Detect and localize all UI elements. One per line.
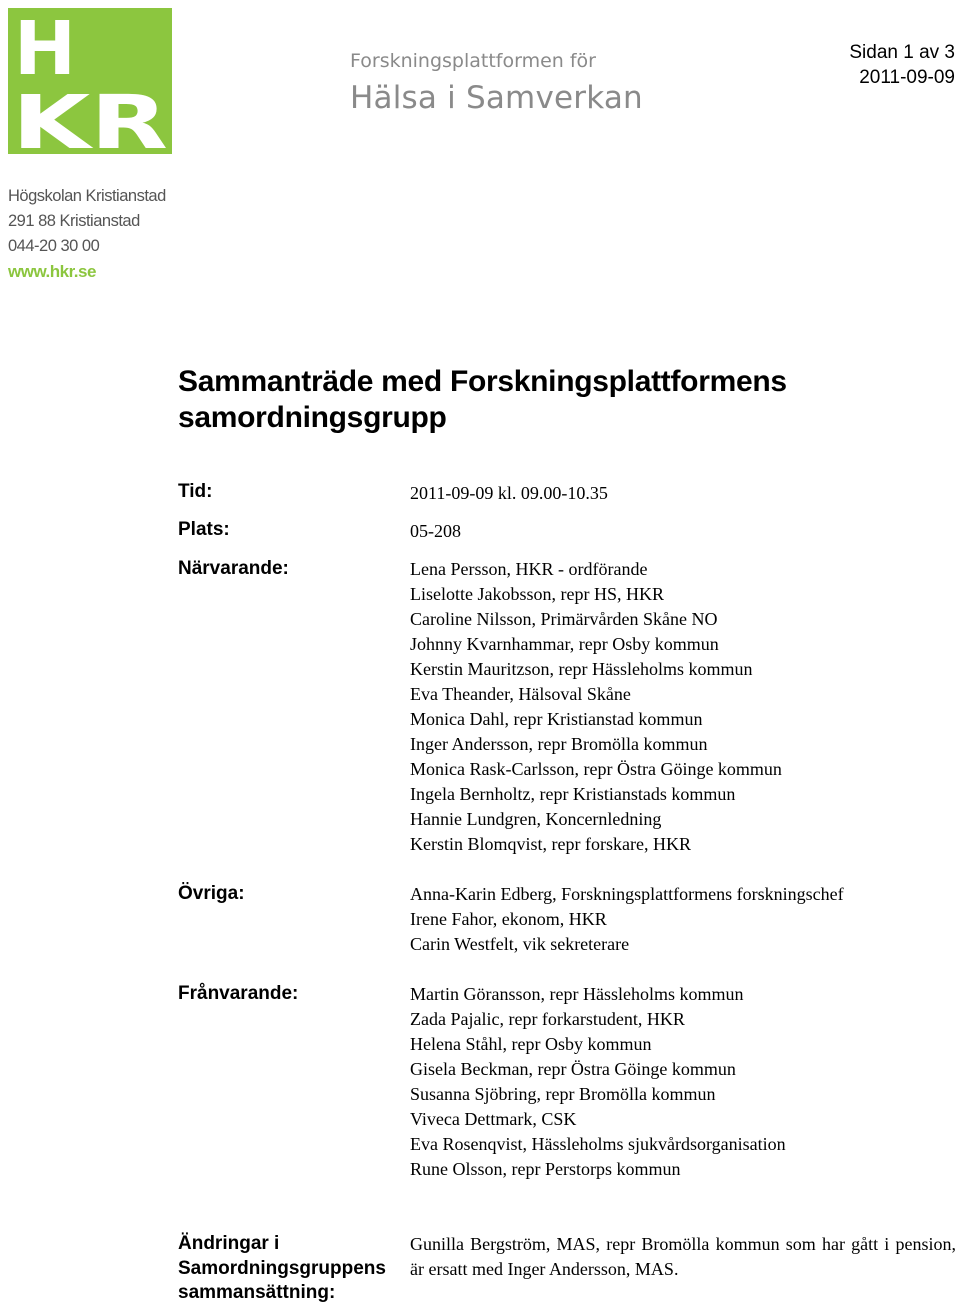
postal-address: 291 88 Kristianstad (8, 212, 140, 230)
list-item: Eva Theander, Hälsoval Skåne (410, 684, 631, 704)
andringar-label-line: Ändringar i (178, 1233, 280, 1254)
tid-value: 2011-09-09 kl. 09.00-10.35 (410, 483, 608, 503)
list-item: Zada Pajalic, repr forkarstudent, HKR (410, 1009, 685, 1029)
document-title: Sammanträde med Forskningsplattformens samordningsgrupp (178, 365, 787, 434)
list-item: Susanna Sjöbring, repr Bromölla kommun (410, 1084, 716, 1104)
andringar-text: Gunilla Bergström, MAS, repr Bromölla kommun som har gått i pension, är ersatt med Inger Andersson, MAS. (410, 1234, 956, 1279)
ovriga-label: Övriga: (178, 883, 245, 904)
list-item: Liselotte Jakobsson, repr HS, HKR (410, 584, 664, 604)
list-item: Hannie Lundgren, Koncernledning (410, 809, 662, 829)
document-date: 2011-09-09 (859, 67, 955, 88)
list-item: Martin Göransson, repr Hässleholms kommun (410, 984, 744, 1004)
list-item: Kerstin Blomqvist, repr forskare, HKR (410, 834, 691, 854)
list-item: Johnny Kvarnhammar, repr Osby kommun (410, 634, 719, 654)
tid-label: Tid: (178, 481, 213, 502)
andringar-label-line: sammansättning: (178, 1282, 336, 1303)
ovriga-list (410, 882, 844, 957)
school-name: Högskolan Kristianstad (8, 187, 166, 205)
list-item: Inger Andersson, repr Bromölla kommun (410, 734, 708, 754)
franvarande-list (410, 982, 786, 1182)
list-item: Ingela Bernholtz, repr Kristianstads kommun (410, 784, 736, 804)
hkr-logo (8, 8, 172, 154)
phone-number: 044-20 30 00 (8, 237, 100, 255)
list-item: Gisela Beckman, repr Östra Göinge kommun (410, 1059, 736, 1079)
logo-box (8, 8, 172, 154)
narvarande-label: Närvarande: (178, 558, 289, 579)
logo-letters (8, 8, 172, 154)
platform-line2: Hälsa i Samverkan (350, 80, 643, 116)
platform-line1: Forskningsplattformen för (350, 50, 596, 72)
list-item: Monica Dahl, repr Kristianstad kommun (410, 709, 703, 729)
page-info (849, 40, 955, 90)
franvarande-label: Frånvarande: (178, 983, 299, 1004)
list-item: Caroline Nilsson, Primärvården Skåne NO (410, 609, 718, 629)
plats-label: Plats: (178, 519, 230, 540)
plats-value: 05-208 (410, 521, 461, 541)
list-item: Lena Persson, HKR - ordförande (410, 559, 648, 579)
list-item: Viveca Dettmark, CSK (410, 1109, 577, 1129)
logo-letter-top: H (14, 8, 76, 92)
list-item: Kerstin Mauritzson, repr Hässleholms kommun (410, 659, 753, 679)
page-number: Sidan 1 av 3 (849, 42, 955, 63)
list-item: Helena Ståhl, repr Osby kommun (410, 1034, 652, 1054)
logo-letters-bottom: KR (12, 80, 168, 154)
andringar-label-line: Samordningsgruppens (178, 1257, 386, 1279)
list-item: Irene Fahor, ekonom, HKR (410, 909, 607, 929)
list-item: Eva Rosenqvist, Hässleholms sjukvårdsorganisation (410, 1134, 786, 1154)
list-item: Carin Westfelt, vik sekreterare (410, 934, 630, 954)
narvarande-list (410, 557, 782, 857)
address-block (8, 184, 166, 284)
list-item: Anna-Karin Edberg, Forskningsplattformens forskningschef (410, 884, 844, 904)
website-link[interactable]: www.hkr.se (8, 262, 96, 281)
platform-header (350, 50, 643, 116)
andringar-label (178, 1232, 386, 1306)
list-item: Monica Rask-Carlsson, repr Östra Göinge kommun (410, 759, 782, 779)
list-item: Rune Olsson, repr Perstorps kommun (410, 1159, 681, 1179)
